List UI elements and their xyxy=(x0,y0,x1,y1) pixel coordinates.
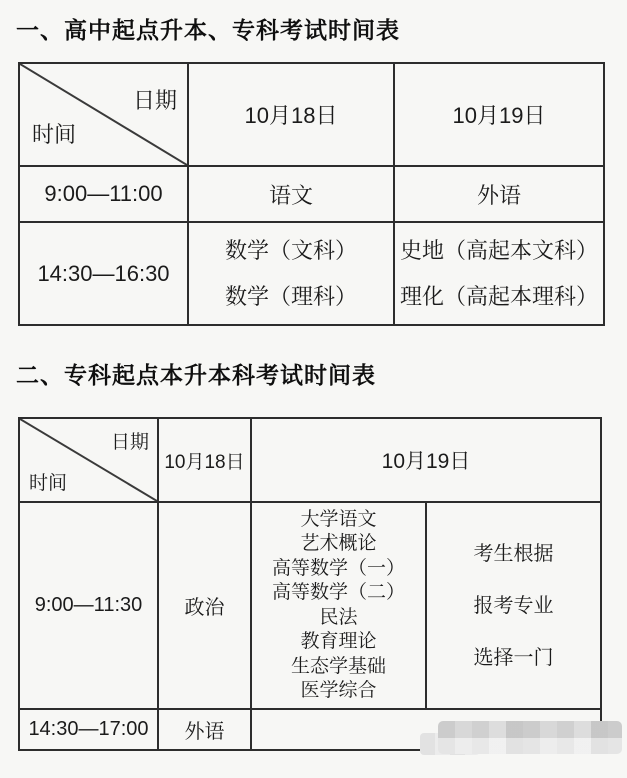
subject-cell: 政治 xyxy=(158,502,251,709)
corner-date-label: 日期 xyxy=(110,432,149,453)
time-cell: 14:30—16:30 xyxy=(19,222,188,325)
table2-header-row xyxy=(19,418,601,502)
elective-line: 医学综合 xyxy=(300,680,377,701)
subject-cell xyxy=(394,222,604,325)
subject-line: 数学（文科） xyxy=(224,237,357,263)
col-header-oct19: 10月19日 xyxy=(394,63,604,166)
exam-table-2 xyxy=(18,417,602,751)
elective-line: 大学语文 xyxy=(300,508,377,530)
elective-line: 高等数学（一） xyxy=(271,557,405,579)
elective-line: 高等数学（二） xyxy=(271,582,405,603)
subject-line: 理化（高起本理科） xyxy=(399,283,598,309)
time-cell: 14:30—17:00 xyxy=(19,709,158,750)
corner-cell xyxy=(19,63,188,166)
subject-cell: 外语 xyxy=(394,166,604,222)
note-line: 考生根据 xyxy=(473,542,554,565)
elective-line: 民法 xyxy=(319,606,358,628)
corner-time-label: 时间 xyxy=(32,122,77,147)
elective-line: 艺术概论 xyxy=(300,533,377,554)
subject-line: 史地（高起本文科） xyxy=(399,237,598,263)
time-cell: 9:00—11:00 xyxy=(19,166,188,222)
table1-header-row xyxy=(19,63,604,166)
note-line: 报考专业 xyxy=(473,594,554,617)
subject-cell xyxy=(188,222,394,325)
corner-cell xyxy=(19,418,158,502)
mosaic-watermark xyxy=(438,721,622,754)
time-cell: 9:00—11:30 xyxy=(19,502,158,709)
exam-table-1 xyxy=(18,62,605,326)
elective-line: 教育理论 xyxy=(300,631,377,652)
table1-row-morning xyxy=(19,166,604,222)
corner-date-label: 日期 xyxy=(132,88,177,113)
section2-title: 二、专科起点本升本科考试时间表 xyxy=(16,362,376,388)
electives-cell xyxy=(251,502,426,709)
col-header-oct18: 10月18日 xyxy=(188,63,394,166)
col-header-oct18: 10月18日 xyxy=(158,418,251,502)
elective-line: 生态学基础 xyxy=(290,655,386,677)
table2-row-morning xyxy=(19,502,601,709)
note-cell xyxy=(426,502,601,709)
note-line: 选择一门 xyxy=(473,646,554,669)
corner-time-label: 时间 xyxy=(29,473,68,494)
subject-cell: 语文 xyxy=(188,166,394,222)
section1-title: 一、高中起点升本、专科考试时间表 xyxy=(16,17,400,43)
subject-cell: 外语 xyxy=(158,709,251,750)
subject-line: 数学（理科） xyxy=(224,283,357,309)
table1-row-afternoon xyxy=(19,222,604,325)
col-header-oct19: 10月19日 xyxy=(251,418,601,502)
